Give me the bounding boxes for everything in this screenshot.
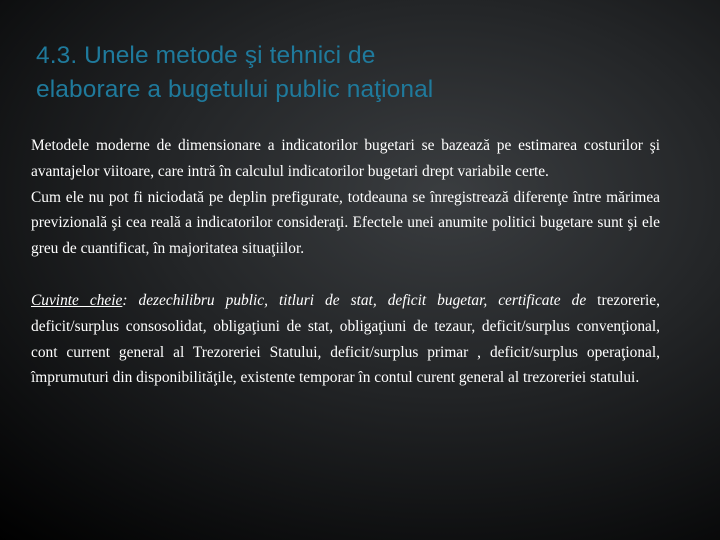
keywords-paragraph bbox=[31, 288, 660, 391]
paragraph-methods: Metodele moderne de dimensionare a indicatorilor bugetari se bazează pe estimarea costurilor şi avantajelor viitoare, care intră în calculul indicatorilor bugetari drept variabile certe. bbox=[31, 137, 660, 180]
paragraph-differences: Cum ele nu pot fi niciodată pe deplin prefigurate, totdeauna se înregistrează diferenţe între mărimea previzională şi cea reală a indicatorilor consideraţi. Efectele unei anumite politici bugetare sunt şi ele greu de cuantificat, în majoritatea situaţiilor. bbox=[31, 188, 660, 258]
title-line-2: elaborare a bugetului public naţional bbox=[36, 76, 434, 103]
keywords-italic-text: dezechilibru public, titluri de stat, deficit bugetar, certificate de bbox=[138, 291, 587, 309]
keywords-separator: : bbox=[122, 291, 139, 309]
slide-title bbox=[36, 39, 696, 107]
title-line-1: 4.3. Unele metode şi tehnici de bbox=[36, 42, 376, 69]
keywords-regular-text: trezorerie, deficit/surplus consosolidat, obligaţiuni de stat, obligaţiuni de tezaur, deficit/surplus convenţional, cont current general al Trezoreriei Statului, deficit/surplus primar , deficit/surplus operaţional, împrumuturi din disponibilităţile, existente temporar în contul curent general al trezoreriei statului. bbox=[31, 291, 660, 387]
keywords-label: Cuvinte cheie bbox=[31, 291, 123, 309]
slide-content bbox=[31, 133, 660, 391]
